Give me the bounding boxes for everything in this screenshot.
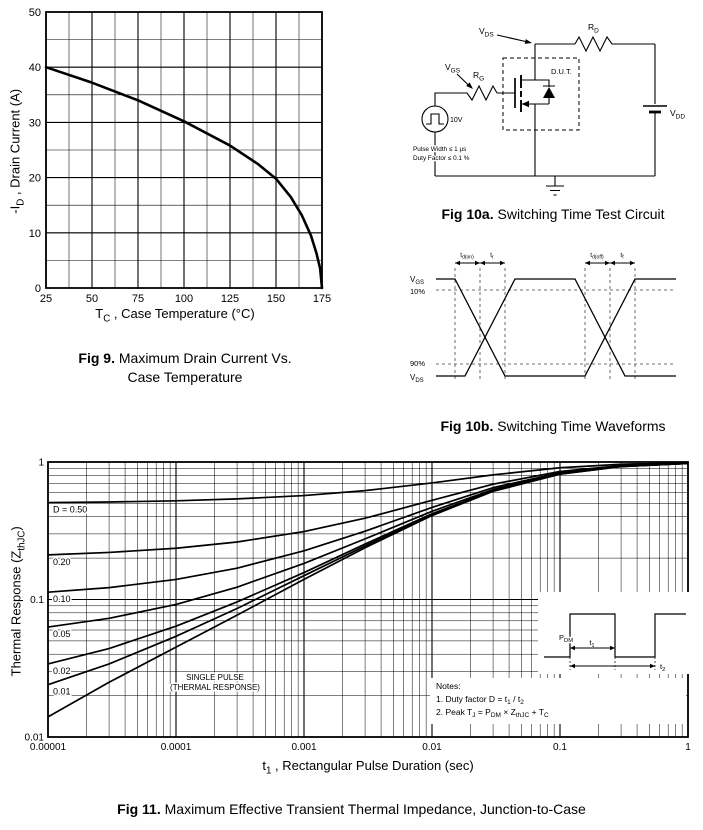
fig10b-waveforms bbox=[408, 246, 696, 398]
rg-label bbox=[473, 70, 484, 83]
y-tick-label: 40 bbox=[28, 62, 41, 75]
tspan: t bbox=[589, 638, 592, 647]
polygon bbox=[480, 261, 485, 265]
polygon bbox=[605, 261, 610, 265]
dut-label: D.U.T. bbox=[551, 67, 572, 76]
tspan: V bbox=[445, 62, 451, 72]
fig9-caption-line2: Case Temperature bbox=[127, 369, 243, 385]
tr-label bbox=[490, 252, 494, 261]
mosfet-source-lead bbox=[521, 104, 535, 176]
fig9-caption-number: Fig 9. bbox=[78, 350, 115, 366]
tspan: P bbox=[559, 633, 565, 642]
x-tick-label: 0.1 bbox=[553, 742, 567, 752]
duty-cycle-label: 0.20 bbox=[53, 556, 71, 567]
tf-label bbox=[620, 252, 624, 261]
tspan: / t bbox=[510, 694, 521, 704]
polygon bbox=[630, 261, 635, 265]
x-tick-label: 100 bbox=[174, 293, 194, 304]
tspan: V bbox=[670, 108, 676, 118]
tspan: thJC bbox=[515, 712, 530, 719]
thermal-response-curve bbox=[48, 463, 688, 555]
fig9-caption bbox=[35, 349, 335, 387]
polygon bbox=[610, 261, 615, 265]
x-tick-label: 150 bbox=[266, 293, 286, 304]
tspan: DM bbox=[564, 638, 574, 644]
duty-cycle-label: 0.05 bbox=[53, 629, 71, 640]
vds-label bbox=[479, 26, 494, 39]
fig11-y-axis-title bbox=[9, 461, 28, 741]
rd-label bbox=[588, 22, 599, 35]
tspan: × Z bbox=[500, 707, 516, 717]
dashed-verticals bbox=[455, 268, 635, 382]
sub: C bbox=[103, 313, 111, 325]
wave-vds-label bbox=[410, 373, 424, 384]
fig9-plot bbox=[29, 7, 331, 304]
tspan: GS bbox=[450, 67, 461, 75]
tspan: 2 bbox=[520, 699, 524, 706]
div bbox=[35, 349, 335, 368]
fig10a-caption bbox=[403, 205, 703, 224]
fig11-caption-number: Fig 11. bbox=[117, 801, 161, 817]
tspan: DM bbox=[490, 712, 501, 719]
span: t bbox=[262, 758, 266, 773]
duty-cycle-label: 0.01 bbox=[53, 686, 71, 697]
tspan: 1 bbox=[507, 699, 511, 706]
tspan: V bbox=[410, 275, 416, 284]
tspan: G bbox=[479, 75, 485, 83]
tspan: = P bbox=[475, 707, 491, 717]
vdd-label bbox=[670, 108, 685, 121]
circuit-wires bbox=[435, 35, 667, 195]
tspan: t bbox=[620, 252, 623, 259]
fig10a-caption-number: Fig 10a. bbox=[441, 206, 494, 222]
tspan: C bbox=[543, 712, 549, 719]
tspan: 1. Duty factor D = t bbox=[436, 694, 508, 704]
sub: thJC bbox=[16, 530, 28, 551]
pulse-amplitude-label: 10V bbox=[450, 117, 463, 124]
tspan: GS bbox=[415, 280, 425, 287]
rd-resistor bbox=[575, 37, 655, 51]
fig10b-caption bbox=[400, 417, 703, 436]
x-tick-label: 75 bbox=[131, 293, 145, 304]
y-tick-label: 0.01 bbox=[24, 732, 44, 744]
fig9-chart bbox=[8, 4, 342, 304]
duty-cycle-label: D = 0.50 bbox=[53, 504, 88, 515]
fig9-x-axis-title bbox=[8, 306, 342, 325]
tspan: d(on) bbox=[462, 254, 474, 261]
single-pulse-label-2: (THERMAL RESPONSE) bbox=[170, 683, 260, 692]
span: , Case Temperature (°C) bbox=[110, 306, 255, 321]
ground-symbol bbox=[546, 176, 564, 195]
fig9-y-axis-title bbox=[8, 11, 27, 291]
y-tick-label: 30 bbox=[28, 117, 41, 130]
single-pulse-label-1: SINGLE PULSE bbox=[186, 673, 244, 682]
wave-vgs-label bbox=[410, 275, 424, 286]
polygon bbox=[475, 261, 480, 265]
tspan: R bbox=[588, 22, 595, 32]
pulse-generator-symbol bbox=[422, 106, 448, 132]
x-tick-label: 0.0001 bbox=[160, 742, 192, 752]
span: -I bbox=[7, 205, 23, 214]
duty-cycle-label: 0.02 bbox=[53, 665, 71, 676]
tspan: t bbox=[590, 252, 593, 259]
tspan: V bbox=[479, 26, 485, 36]
y-tick-label: 50 bbox=[28, 7, 41, 19]
fig10b-caption-number: Fig 10b. bbox=[440, 418, 494, 434]
x-tick-label: 25 bbox=[39, 293, 53, 304]
rg-resistor bbox=[435, 86, 497, 106]
notes-title: Notes: bbox=[436, 681, 461, 691]
sub: 1 bbox=[265, 765, 272, 777]
waveform-reference-lines bbox=[436, 268, 676, 382]
span: Thermal Response (Z bbox=[8, 550, 24, 677]
y-tick-label: 0.1 bbox=[30, 595, 44, 606]
td-on-label bbox=[460, 252, 474, 261]
tspan: D bbox=[594, 27, 599, 35]
y-tick-label: 10 bbox=[28, 227, 41, 240]
span: , Rectangular Pulse Duration (sec) bbox=[271, 758, 474, 773]
span: T bbox=[95, 306, 104, 321]
tspan: t bbox=[490, 252, 493, 259]
tspan: DD bbox=[675, 113, 686, 121]
x-tick-label: 175 bbox=[312, 293, 332, 304]
tspan: DS bbox=[415, 378, 424, 385]
fig10a-caption-text: Switching Time Test Circuit bbox=[493, 206, 665, 222]
tspan: 2. Peak T bbox=[436, 707, 473, 717]
fig11-chart bbox=[10, 452, 698, 752]
tspan: d(off) bbox=[592, 254, 604, 261]
pulse-note-2: Duty Factor ≤ 0.1 % bbox=[413, 155, 470, 162]
tspan: r bbox=[492, 254, 494, 261]
tspan: 1 bbox=[591, 643, 595, 649]
x-tick-label: 0.001 bbox=[291, 742, 317, 752]
thermal-response-curve bbox=[48, 463, 688, 592]
x-tick-label: 0.00001 bbox=[29, 742, 67, 752]
polygon bbox=[455, 261, 460, 265]
polygon bbox=[585, 261, 590, 265]
duty-cycle-label: 0.10 bbox=[53, 594, 71, 605]
mosfet-source-arrow bbox=[522, 101, 530, 107]
span: , Drain Current (A) bbox=[7, 88, 23, 199]
y-tick-label: 1 bbox=[38, 457, 44, 469]
fig11-caption-text: Maximum Effective Transient Thermal Impedance, Junction-to-Case bbox=[160, 801, 586, 817]
vds-trace bbox=[436, 279, 676, 376]
vgs-label bbox=[445, 62, 461, 75]
tspan: f bbox=[622, 254, 624, 261]
body-diode-wires bbox=[535, 80, 555, 104]
fig11-overlay bbox=[170, 592, 690, 724]
x-tick-label: 50 bbox=[85, 293, 99, 304]
y-tick-label: 20 bbox=[28, 172, 41, 185]
wave-10pct-label: 10% bbox=[410, 287, 426, 296]
tspan: 2 bbox=[662, 667, 666, 673]
x-tick-label: 125 bbox=[220, 293, 240, 304]
pulse-note-1: Pulse Width ≤ 1 µs bbox=[413, 146, 467, 153]
tspan: R bbox=[473, 70, 480, 80]
tspan: t bbox=[660, 662, 663, 671]
vds-arrowhead bbox=[525, 39, 532, 44]
tspan: DS bbox=[484, 31, 494, 39]
body-diode-triangle bbox=[543, 87, 555, 98]
tspan: t bbox=[460, 252, 463, 259]
x-tick-label: 0.01 bbox=[422, 742, 442, 752]
fig10a-circuit bbox=[405, 16, 697, 208]
fig11-x-axis-title bbox=[48, 758, 688, 777]
fig10b-caption-text: Switching Time Waveforms bbox=[493, 418, 666, 434]
fig11-caption bbox=[0, 800, 703, 819]
sub: D bbox=[15, 198, 27, 206]
tspan: J bbox=[472, 712, 476, 719]
x-tick-label: 1 bbox=[685, 742, 691, 752]
td-off-label bbox=[590, 252, 604, 261]
measure-arrowheads bbox=[455, 261, 635, 265]
wave-90pct-label: 90% bbox=[410, 359, 426, 368]
y-tick-label: 0 bbox=[34, 283, 41, 295]
mosfet-drain-lead bbox=[521, 44, 535, 80]
tspan: + T bbox=[529, 707, 544, 717]
span: ) bbox=[8, 526, 24, 531]
tspan: V bbox=[410, 373, 416, 382]
fig9-caption-text: Maximum Drain Current Vs. bbox=[114, 350, 292, 366]
polygon bbox=[500, 261, 505, 265]
vds-arrow-line bbox=[497, 35, 530, 43]
